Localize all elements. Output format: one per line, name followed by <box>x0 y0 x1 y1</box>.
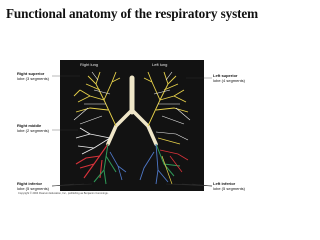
right-lung-title: Right lung <box>80 62 99 67</box>
right-middle-lobe-label: Right middle lobe (2 segments) <box>17 123 50 133</box>
left-lung-title: Left lung <box>152 62 168 67</box>
right-inferior-lobe-label: Right inferior lobe (5 segments) <box>17 181 50 191</box>
page-title: Functional anatomy of the respiratory system <box>5 6 259 21</box>
copyright-notice: Copyright © 2004 Pearson Education, Inc., publishing as Benjamin Cummings. <box>18 192 109 195</box>
left-inferior-lobe-label: Left inferior lobe (5 segments) <box>213 181 246 191</box>
left-superior-lobe-label: Left superior lobe (4 segments) <box>213 73 246 83</box>
right-superior-lobe-label: Right superior lobe (3 segments) <box>17 71 50 81</box>
